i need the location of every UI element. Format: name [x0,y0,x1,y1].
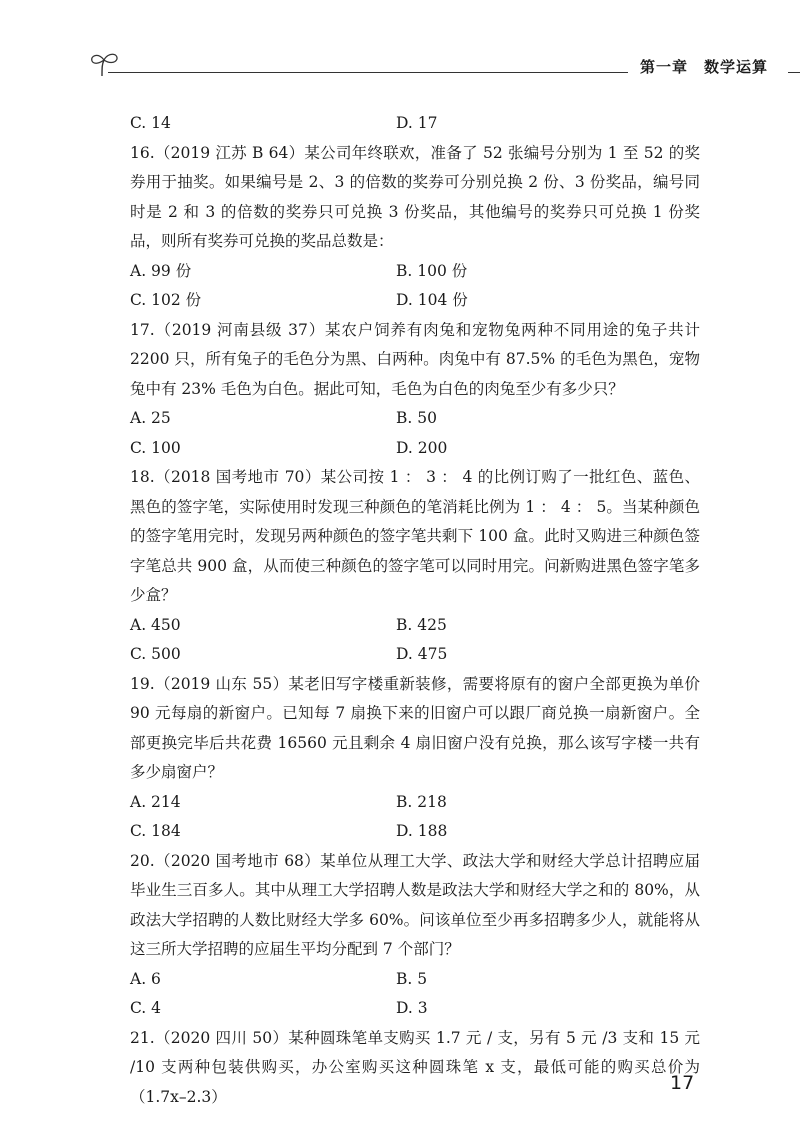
option: C. 14 [130,114,171,132]
options-row [130,404,700,434]
header-rule-right [788,72,800,73]
question-16: 16.（2019 江苏 B 64）某公司年终联欢，准备了 52 张编号分别为 1 至 52 的奖券用于抽奖。如果编号是 2、3 的倍数的奖券可分别兑换 2 份、3 份奖品，编号同时是 2 和 3 的倍数的奖券只可兑换 3 份奖品，其他编号的奖券只可兑换 1 份奖品，则所有奖券可兑换的奖品总数是： [130,143,700,250]
page-number: 17 [670,1072,695,1094]
page-header [88,50,788,80]
question-19: 19.（2019 山东 55）某老旧写字楼重新装修，需要将原有的窗户全部更换为单价 90 元每扇的新窗户。已知每 7 扇换下来的旧窗户可以跟厂商兑换一扇新窗户。全部更换完毕后共花费 16560 元且剩余 4 扇旧窗户没有兑换，那么该写字楼一共有多少扇窗户？ [130,674,700,781]
options-row [130,286,700,316]
option: B. 50 [396,409,437,427]
options-row [130,611,700,641]
option: D. 104 份 [396,291,468,309]
options-row [130,434,700,464]
header-rule-left [108,72,628,73]
option: D. 475 [396,645,448,663]
option: D. 188 [396,822,448,840]
option: B. 425 [396,615,447,634]
options-row [130,640,700,670]
question-20: 20.（2020 国考地市 68）某单位从理工大学、政法大学和财经大学总计招聘应届毕业生三百多人。其中从理工大学招聘人数是政法大学和财经大学之和的 80%，从政法大学招聘的人数比财经大学多 60%。问该单位至少再多招聘多少人，就能将从这三所大学招聘的应届生平均分配到 7 个部门？ [130,851,700,958]
options-row [130,965,700,995]
option: C. 102 份 [130,291,202,309]
option: A. 450 [130,615,181,634]
options-row [130,994,700,1024]
question-18: 18.（2018 国考地市 70）某公司按 1 ： 3 ： 4 的比例订购了一批红色、蓝色、黑色的签字笔，实际使用时发现三种颜色的笔消耗比例为 1 ： 4 ： 5。当某种颜色的签字笔用完时，发现另两种颜色的签字笔共剩下 100 盒。此时又购进三种颜色签字笔总共 900 盒，从而使三种颜色的签字笔可以同时用完。问新购进黑色签字笔多少盒？ [130,468,700,604]
option: C. 100 [130,438,181,457]
options-row [130,788,700,818]
option: D. 17 [396,114,438,132]
option: C. 500 [130,645,181,663]
chapter-title: 第一章 数学运算 [640,58,769,76]
options-row [130,817,700,847]
option: B. 5 [396,969,428,988]
sprout-icon [88,50,124,80]
option: A. 6 [130,969,161,988]
option: A. 25 [130,409,171,427]
option: A. 214 [130,792,181,811]
option: D. 3 [396,999,428,1017]
page-content [130,109,700,1112]
option: A. 99 份 [130,261,192,280]
option: C. 4 [130,999,162,1017]
option: D. 200 [396,438,448,457]
options-row [130,109,700,139]
option: B. 218 [396,792,447,811]
option: C. 184 [130,822,181,840]
question-21: 21.（2020 四川 50）某种圆珠笔单支购买 1.7 元 / 支，另有 5 元 /3 支和 15 元 /10 支两种包装供购买，办公室购买这种圆珠笔 x 支，最低可能的购买总价为（1.7x–2.3） [130,1028,700,1106]
option: B. 100 份 [396,261,468,280]
question-17: 17.（2019 河南县级 37）某农户饲养有肉兔和宠物兔两种不同用途的兔子共计 2200 只，所有兔子的毛色分为黑、白两种。肉兔中有 87.5% 的毛色为黑色，宠物兔中有 23% 毛色为白色。据此可知，毛色为白色的肉兔至少有多少只？ [130,320,700,398]
options-row [130,257,700,287]
